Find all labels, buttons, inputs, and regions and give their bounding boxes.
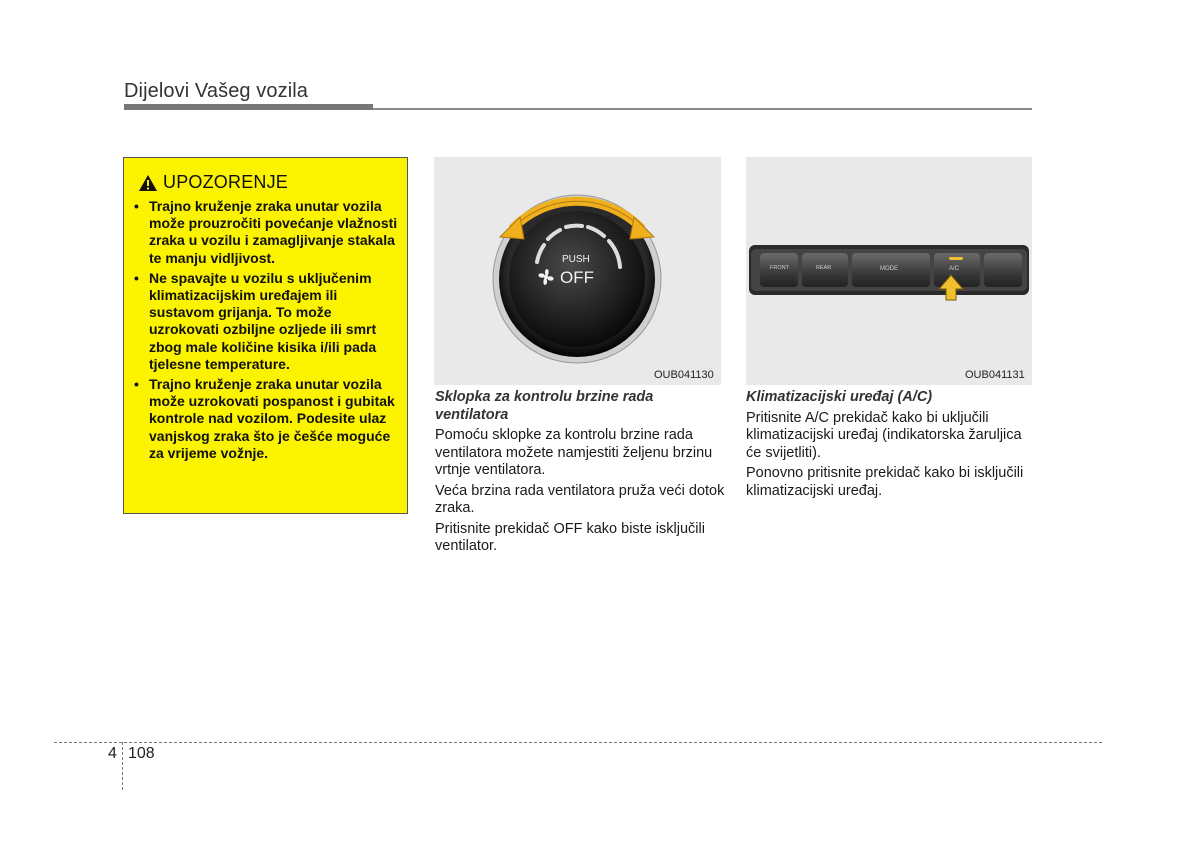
knob-push-label: PUSH: [562, 254, 590, 265]
figure-code: OUB041130: [654, 369, 714, 381]
air-conditioning-section: [746, 389, 1036, 503]
mode-button-label: MODE: [880, 266, 898, 272]
section-paragraph: Pritisnite prekidač OFF kako biste isključili ventilator.: [435, 520, 705, 554]
section-paragraph: Pritisnite A/C prekidač kako bi uključili klimatizacijski uređaj (indikatorska žaruljica će svijetliti).: [746, 409, 1022, 461]
ac-indicator-lamp: [949, 257, 963, 260]
section-caption: Sklopka za kontrolu brzine rada ventilatora: [435, 389, 654, 423]
ac-button-strip-illustration: [746, 157, 1032, 385]
ac-button-label: A/C: [949, 266, 960, 272]
section-caption: Klimatizacijski uređaj (A/C): [746, 389, 933, 405]
recirculation-button: [984, 253, 1022, 287]
warning-item: • Ne spavajte u vozilu s uključenim klimatizacijskim uređajem ili sustavom grijanja. To može uzrokovati ozbiljne ozljede ili smrt zbog male količine kisika i/ili pada tjelesne temperature.: [134, 270, 404, 373]
footer-rule: [54, 742, 1102, 743]
figure-code: OUB041131: [965, 369, 1025, 381]
warning-item: • Trajno kruženje zraka unutar vozila može prouzročiti povećanje vlažnosti zraka u vozilu i zamagljivanje stakala te manju vidljivost.: [134, 198, 404, 267]
warning-title: UPOZORENJE: [163, 172, 289, 192]
ac-button-figure: [746, 157, 1032, 385]
warning-list: [134, 198, 404, 465]
chapter-number: 4: [108, 745, 117, 762]
fan-speed-knob-illustration: [434, 157, 721, 385]
fan-speed-section: [435, 389, 725, 559]
warning-box: [123, 157, 408, 514]
rear-button-label: REAR: [816, 265, 832, 271]
page-number: 108: [128, 745, 155, 762]
front-button-label: FRONT: [770, 265, 789, 271]
warning-header: [138, 172, 288, 193]
warning-triangle-icon: [138, 174, 158, 192]
header-rule-accent: [124, 104, 373, 110]
section-paragraph: Ponovno pritisnite prekidač kako bi isključili klimatizacijski uređaj.: [746, 465, 1024, 499]
section-paragraph: Pomoću sklopke za kontrolu brzine rada ventilatora možete namjestiti željenu brzinu vrtnje ventilatora.: [435, 427, 713, 478]
page-header-title: Dijelovi Vašeg vozila: [124, 80, 309, 102]
warning-item: • Trajno kruženje zraka unutar vozila može uzrokovati pospanost i gubitak kontrole nad vozilom. Podesite ulaz vanjskog zraka što je češće moguće za vrijeme vožnje.: [134, 376, 404, 462]
section-paragraph: Veća brzina rada ventilatora pruža veći dotok zraka.: [435, 482, 725, 516]
footer-divider: [122, 742, 123, 790]
knob-off-label: OFF: [560, 268, 594, 287]
fan-speed-knob-figure: [434, 157, 721, 385]
